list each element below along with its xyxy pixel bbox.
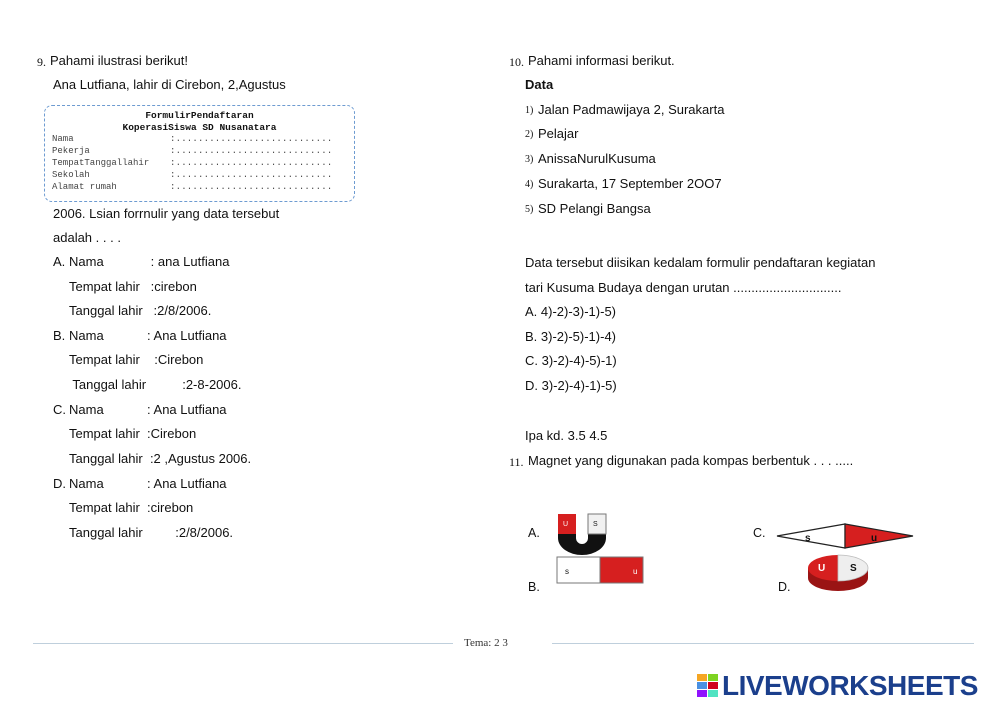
q9-option-a-tanggal: Tanggal lahir :2/8/2006. [69, 303, 212, 318]
q10-item-2-num: 2) [525, 129, 534, 140]
disc-right-letter: S [850, 563, 857, 574]
footer-rule-right [552, 643, 974, 644]
q10-item-5-num: 5) [525, 204, 534, 215]
needle-magnet-icon [775, 522, 915, 552]
form-title-1: FormulirPendaftaran [145, 110, 254, 121]
form-label-sekolah: Sekolah [52, 170, 90, 180]
horseshoe-right-letter: S [593, 521, 598, 528]
q11-option-d-label: D. [778, 580, 791, 594]
liveworksheets-logo-icon [697, 674, 719, 698]
q9-option-b-tempat: Tempat lahir :Cirebon [69, 352, 204, 367]
q10-item-5: SD Pelangi Bangsa [538, 201, 651, 216]
form-dots-sekolah: :............................ [170, 170, 333, 180]
bar-magnet-icon [556, 556, 644, 586]
q10-item-1-num: 1) [525, 105, 534, 116]
q9-option-d-tanggal: Tanggal lahir :2/8/2006. [69, 525, 234, 540]
q9-option-b-tanggal: Tanggal lahir :2-8-2006. [69, 377, 242, 392]
q11-option-c-label: C. [753, 526, 766, 540]
q9-continuation-1: 2006. Lsian forrnulir yang data tersebut [53, 206, 280, 221]
q9-option-b-letter: B. [53, 328, 66, 343]
form-label-ttl: TempatTanggallahir [52, 158, 150, 168]
q10-option-d: D. 3)-2)-4)-1)-5) [525, 378, 617, 393]
form-dots-ttl: :............................ [170, 158, 333, 168]
form-label-alamat: Alamat rumah [52, 182, 117, 192]
q10-item-1: Jalan Padmawijaya 2, Surakarta [538, 102, 725, 117]
q9-option-d-tempat: Tempat lahir :cirebon [69, 500, 194, 515]
q9-option-c-tempat: Tempat lahir :Cirebon [69, 426, 197, 441]
q11-prompt: Magnet yang digunakan pada kompas berbentuk . . . ..... [528, 453, 854, 468]
q10-option-c: C. 3)-2)-4)-5)-1) [525, 353, 617, 368]
footer-page-label: Tema: 2 3 [464, 637, 508, 649]
q10-question-line-2: tari Kusuma Budaya dengan urutan .............................. [525, 280, 842, 295]
q10-item-3-num: 3) [525, 154, 534, 165]
q10-option-b: B. 3)-2)-5)-1)-4) [525, 329, 617, 344]
q9-option-a-tempat: Tempat lahir :cirebon [69, 279, 197, 294]
bar-left-letter: s [565, 567, 569, 576]
form-title-2: KoperasiSiswa SD Nusanatara [122, 122, 277, 133]
q9-option-c-nama: Nama : Ana Lutfiana [69, 402, 227, 417]
q10-question-line-1: Data tersebut diisikan kedalam formulir pendaftaran kegiatan [525, 255, 876, 270]
q9-option-a-nama: Nama : ana Lutfiana [69, 254, 230, 269]
footer-rule-left [33, 643, 453, 644]
form-dots-nama: :............................ [170, 134, 333, 144]
disc-left-letter: U [818, 563, 826, 574]
q10-item-4-num: 4) [525, 179, 534, 190]
form-label-pekerja: Pekerja [52, 146, 90, 156]
q9-option-b-nama: Nama : Ana Lutfiana [69, 328, 227, 343]
q11-option-a-label: A. [528, 526, 540, 540]
q10-item-4: Surakarta, 17 September 2OO7 [538, 176, 722, 191]
q9-continuation-2: adalah . . . . [53, 230, 121, 245]
q9-option-c-tanggal: Tanggal lahir :2 ,Agustus 2006. [69, 451, 252, 466]
q9-prompt: Pahami ilustrasi berikut! [50, 53, 188, 68]
q9-option-a-letter: A. [53, 254, 66, 269]
q10-number: 10. [509, 55, 524, 69]
q10-item-3: AnissaNurulKusuma [538, 151, 656, 166]
form-dots-pekerja: :............................ [170, 146, 333, 156]
q11-option-b-label: B. [528, 580, 540, 594]
q11-number: 11. [509, 455, 524, 469]
q9-option-c-letter: C. [53, 402, 66, 417]
ipa-label: Ipa kd. 3.5 4.5 [525, 428, 608, 443]
needle-left-letter: s [805, 533, 811, 544]
needle-right-letter: u [871, 533, 878, 544]
registration-form [44, 105, 355, 202]
horseshoe-magnet-icon [554, 512, 610, 556]
form-dots-alamat: :............................ [170, 182, 333, 192]
brand-wordmark: LIVEWORKSHEETS [722, 670, 978, 701]
q9-number: 9. [37, 55, 46, 69]
bar-right-letter: u [633, 567, 638, 576]
form-label-nama: Nama [52, 134, 74, 144]
q9-option-d-letter: D. [53, 476, 66, 491]
q9-option-d-nama: Nama : Ana Lutfiana [69, 476, 227, 491]
q10-data-heading: Data [525, 77, 554, 92]
disc-magnet-icon [806, 554, 870, 594]
q10-option-a: A. 4)-2)-3)-1)-5) [525, 304, 617, 319]
q9-intro: Ana Lutfiana, lahir di Cirebon, 2,Agustus [53, 77, 286, 92]
horseshoe-left-letter: U [563, 521, 569, 528]
q10-item-2: Pelajar [538, 126, 579, 141]
q10-prompt: Pahami informasi berikut. [528, 53, 675, 68]
